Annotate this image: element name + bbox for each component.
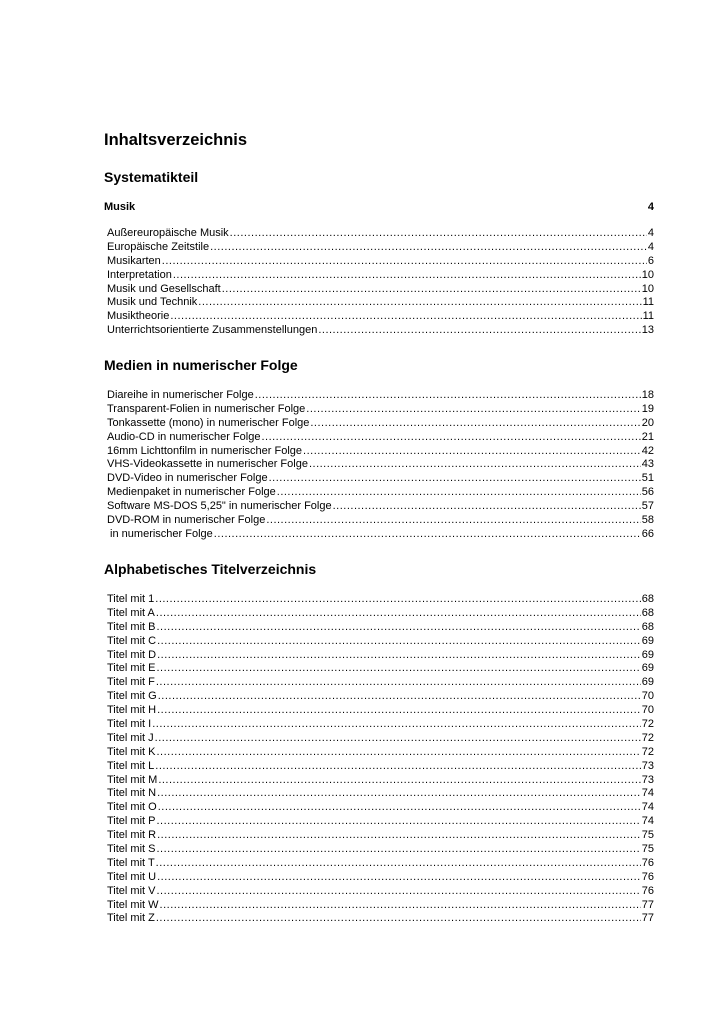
toc-entry (107, 593, 654, 607)
toc-leader-dots (230, 227, 647, 241)
toc-entry-page: 4 (647, 226, 654, 239)
toc-leader-dots (157, 649, 641, 663)
toc-entry (107, 662, 654, 676)
toc-entry (107, 389, 654, 403)
toc-entry-page: 69 (641, 676, 654, 689)
toc-entry-label: Titel mit U (107, 870, 157, 883)
toc-entry-page: 70 (641, 690, 654, 703)
toc-entry-page: 20 (641, 416, 654, 429)
toc-entry (107, 296, 654, 310)
toc-leader-dots (306, 403, 640, 417)
toc-entry (107, 431, 654, 445)
toc-entry-label: Titel mit J (107, 731, 154, 744)
toc-entry (107, 704, 654, 718)
toc-entry-page: 69 (641, 662, 654, 675)
toc-entry (107, 472, 654, 486)
toc-entry-label: Musik und Technik (107, 296, 198, 309)
toc-leader-dots (155, 593, 640, 607)
toc-entry-page: 19 (641, 402, 654, 415)
toc-leader-dots (157, 787, 641, 801)
toc-entry-page: 72 (641, 745, 654, 758)
toc-entry-page: 76 (641, 870, 654, 883)
toc-entry-page: 57 (641, 500, 654, 513)
toc-entry-page: 68 (641, 606, 654, 619)
toc-entry-label: Titel mit I (107, 718, 152, 730)
toc-entry-page: 77 (641, 898, 654, 911)
toc-entry (107, 607, 654, 621)
toc-leader-dots (156, 912, 641, 926)
toc-leader-dots (155, 732, 641, 746)
toc-entry (107, 787, 654, 801)
toc-leader-dots (160, 899, 641, 913)
toc-leader-dots (157, 843, 641, 857)
toc-entry-label: Titel mit D (107, 648, 157, 661)
toc-entry-label: DVD-ROM in numerischer Folge (107, 514, 266, 526)
toc-entry-label: Titel mit R (107, 829, 157, 842)
toc-entry-label: Software MS-DOS 5,25" in numerischer Folge (107, 500, 332, 513)
toc-entry-label: Unterrichtsorientierte Zusammenstellungen (107, 324, 318, 337)
toc-entry-label: Titel mit K (107, 745, 156, 758)
toc-entry (107, 417, 654, 431)
toc-entry-page: 11 (642, 310, 654, 323)
toc-leader-dots (157, 871, 641, 885)
subsection-page: 4 (647, 201, 654, 213)
toc-entry-label: Titel mit V (107, 884, 156, 897)
toc-entry (107, 843, 654, 857)
toc-leader-dots (157, 829, 641, 843)
toc-entry-page: 75 (641, 843, 654, 856)
toc-entry-label: Titel mit C (107, 634, 157, 647)
toc-entry-page: 4 (647, 240, 654, 253)
toc-leader-dots (214, 528, 641, 542)
toc-entry-label: Titel mit B (107, 620, 156, 633)
toc-entry-page: 58 (641, 514, 654, 526)
toc-leader-dots (303, 445, 641, 459)
toc-entry-label: in numerischer Folge (107, 527, 213, 540)
toc-entry-label: 16mm Lichttonfilm in numerischer Folge (107, 444, 303, 457)
toc-entry-page: 74 (641, 815, 654, 828)
toc-entry-label: Titel mit L (107, 759, 155, 772)
toc-leader-dots (333, 500, 641, 514)
toc-entry (107, 732, 654, 746)
toc-entry-label: Titel mit O (107, 801, 157, 814)
toc-entry (107, 310, 654, 324)
toc-entry-page: 76 (641, 856, 654, 869)
toc-entry (107, 690, 654, 704)
toc-entry-label: Medienpaket in numerischer Folge (107, 486, 276, 499)
toc-entry-page: 10 (641, 268, 654, 281)
toc-leader-dots (210, 241, 647, 255)
toc-entry-page: 70 (641, 704, 654, 717)
toc-entry-page: 69 (641, 648, 654, 661)
toc-entry-page: 68 (641, 620, 654, 633)
toc-leader-dots (266, 514, 640, 528)
toc-entry-label: Transparent-Folien in numerischer Folge (107, 402, 306, 415)
toc-entry-page: 51 (641, 472, 654, 485)
page-title: Inhaltsverzeichnis (104, 131, 248, 149)
toc-entry-label: Titel mit T (107, 856, 155, 869)
toc-entry (107, 885, 654, 899)
toc-entry (107, 774, 654, 788)
toc-leader-dots (269, 472, 641, 486)
toc-leader-dots (158, 801, 641, 815)
toc-entry-label: Titel mit A (107, 606, 155, 619)
toc-entry-label: Titel mit P (107, 815, 156, 828)
toc-list-titelverzeichnis (107, 593, 654, 926)
toc-entry (107, 458, 654, 472)
toc-leader-dots (309, 458, 641, 472)
toc-leader-dots (157, 746, 641, 760)
toc-entry-page: 11 (642, 296, 654, 309)
toc-entry (107, 514, 654, 528)
toc-entry (107, 227, 654, 241)
toc-entry-page: 75 (641, 829, 654, 842)
toc-entry-label: DVD-Video in numerischer Folge (107, 472, 268, 485)
toc-entry-page: 21 (641, 430, 654, 443)
toc-entry (107, 899, 654, 913)
toc-entry-label: Musikarten (107, 254, 161, 267)
toc-entry-label: Titel mit F (107, 676, 155, 689)
toc-leader-dots (156, 607, 641, 621)
toc-leader-dots (158, 690, 641, 704)
toc-entry-page: 66 (641, 527, 654, 540)
toc-leader-dots (310, 417, 640, 431)
toc-leader-dots (152, 718, 641, 732)
toc-entry-label: Titel mit G (107, 690, 157, 703)
toc-leader-dots (198, 296, 641, 310)
toc-entry-page: 73 (641, 773, 654, 786)
toc-leader-dots (158, 774, 640, 788)
toc-entry-label: VHS-Videokassette in numerischer Folge (107, 458, 308, 471)
section-heading-medien: Medien in numerischer Folge (104, 357, 298, 373)
toc-entry-label: Titel mit H (107, 704, 157, 717)
toc-leader-dots (157, 704, 641, 718)
toc-entry (107, 283, 654, 297)
toc-entry (107, 241, 654, 255)
toc-entry-page: 10 (641, 282, 654, 295)
toc-entry (107, 871, 654, 885)
toc-entry (107, 912, 654, 926)
toc-entry-label: Audio-CD in numerischer Folge (107, 430, 261, 443)
toc-entry (107, 746, 654, 760)
toc-leader-dots (170, 310, 641, 324)
toc-leader-dots (318, 324, 640, 338)
toc-entry-page: 56 (641, 486, 654, 499)
toc-entry-page: 42 (641, 444, 654, 457)
toc-leader-dots (156, 676, 641, 690)
toc-entry-label: Diareihe in numerischer Folge (107, 388, 254, 401)
toc-entry-label: Interpretation (107, 268, 172, 281)
toc-entry-page: 13 (641, 324, 654, 337)
toc-leader-dots (162, 255, 647, 269)
toc-entry-page: 73 (641, 759, 654, 772)
toc-entry-label: Tonkassette (mono) in numerischer Folge (107, 416, 310, 429)
toc-leader-dots (222, 283, 641, 297)
toc-entry (107, 718, 654, 732)
toc-leader-dots (157, 885, 641, 899)
toc-leader-dots (277, 486, 641, 500)
toc-entry-label: Titel mit E (107, 662, 156, 675)
toc-entry (107, 635, 654, 649)
toc-entry-label: Europäische Zeitstile (107, 240, 210, 253)
toc-entry-label: Titel mit W (107, 898, 159, 911)
section-heading-titelverzeichnis: Alphabetisches Titelverzeichnis (104, 561, 317, 577)
toc-entry-page: 43 (641, 458, 654, 471)
toc-leader-dots (255, 389, 641, 403)
section-heading-systematikteil: Systematikteil (104, 169, 199, 185)
toc-entry-page: 69 (641, 634, 654, 647)
toc-entry (107, 403, 654, 417)
toc-entry (107, 445, 654, 459)
toc-entry-page: 18 (641, 388, 654, 401)
toc-entry (107, 621, 654, 635)
toc-entry-label: Titel mit Z (107, 912, 155, 925)
toc-leader-dots (155, 760, 640, 774)
toc-entry (107, 801, 654, 815)
subsection-label: Musik (104, 201, 136, 213)
toc-leader-dots (157, 662, 641, 676)
toc-entry-label: Titel mit M (107, 773, 158, 786)
toc-entry (107, 676, 654, 690)
toc-entry-label: Titel mit S (107, 843, 156, 856)
toc-entry (107, 815, 654, 829)
toc-entry (107, 760, 654, 774)
toc-entry (107, 269, 654, 283)
toc-entry (107, 486, 654, 500)
toc-entry-page: 72 (641, 718, 654, 730)
toc-entry-page: 68 (641, 592, 654, 605)
toc-entry (107, 255, 654, 269)
toc-entry (107, 829, 654, 843)
toc-leader-dots (156, 857, 641, 871)
toc-entry-label: Titel mit N (107, 787, 157, 800)
toc-entry (107, 500, 654, 514)
toc-list-systematikteil (107, 227, 654, 338)
toc-entry-label: Titel mit 1 (107, 592, 155, 605)
toc-entry-label: Musik und Gesellschaft (107, 282, 221, 295)
toc-entry-label: Musiktheorie (107, 310, 170, 323)
toc-leader-dots (157, 815, 641, 829)
toc-entry (107, 324, 654, 338)
toc-entry-page: 74 (641, 801, 654, 814)
toc-list-medien (107, 389, 654, 542)
toc-entry (107, 649, 654, 663)
toc-leader-dots (261, 431, 640, 445)
toc-entry-page: 76 (641, 884, 654, 897)
toc-leader-dots (173, 269, 641, 283)
toc-leader-dots (157, 621, 641, 635)
toc-entry-label: Außereuropäische Musik (107, 226, 229, 239)
toc-entry (107, 857, 654, 871)
toc-entry (107, 528, 654, 542)
toc-entry-page: 74 (641, 787, 654, 800)
toc-entry-page: 72 (641, 731, 654, 744)
subsection-heading-musik (104, 200, 654, 214)
toc-entry-page: 6 (647, 254, 654, 267)
toc-entry-page: 77 (641, 912, 654, 925)
toc-leader-dots (157, 635, 641, 649)
